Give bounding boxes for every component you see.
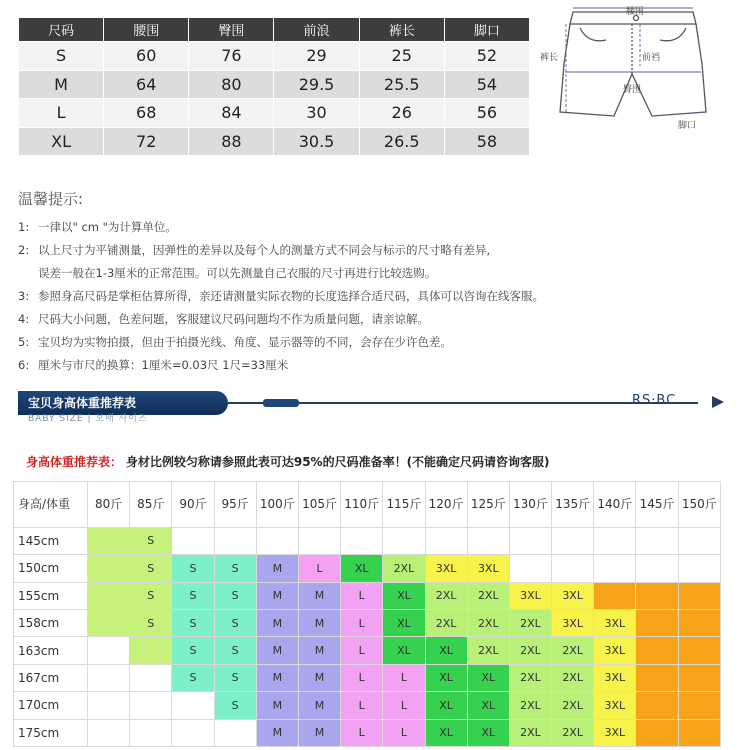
weight-header: 105斤 [298, 482, 340, 528]
size-cell: 76 [189, 42, 274, 71]
height-row [14, 527, 721, 554]
size-recommendation-cell [636, 719, 678, 746]
height-row [14, 692, 721, 719]
size-recommendation-cell: 2XL [467, 609, 509, 636]
size-recommendation-cell [172, 719, 214, 746]
size-recommendation-cell [509, 527, 551, 554]
header-front-rise: 前浪 [274, 18, 359, 42]
size-recommendation-cell [256, 527, 298, 554]
size-recommendation-cell [636, 692, 678, 719]
recommend-heading [26, 453, 550, 470]
label-front-rise: 前裆 [642, 53, 661, 63]
size-cell: XL [19, 127, 104, 156]
size-recommendation-cell: 3XL [467, 555, 509, 582]
size-recommendation-cell [425, 527, 467, 554]
label-hip: 臀围 [623, 85, 642, 95]
size-recommendation-cell [636, 664, 678, 691]
tip-item [18, 354, 738, 377]
height-row [14, 664, 721, 691]
size-table [18, 17, 530, 156]
size-recommendation-cell: XL [425, 692, 467, 719]
label-leg-opening: 脚口 [678, 121, 697, 131]
size-recommendation-cell [636, 527, 678, 554]
size-cell: 29 [274, 42, 359, 71]
size-cell: 26 [359, 99, 444, 128]
size-recommendation-cell: 3XL [509, 582, 551, 609]
size-cell: L [19, 99, 104, 128]
size-cell: 30 [274, 99, 359, 128]
tip-number: 6: [18, 358, 30, 372]
weight-header: 145斤 [636, 482, 678, 528]
size-recommendation-cell: 2XL [552, 719, 594, 746]
size-recommendation-cell: 3XL [594, 664, 636, 691]
size-recommendation-cell [594, 527, 636, 554]
tip-number: 1: [18, 220, 30, 234]
shorts-diagram [536, 4, 741, 134]
size-recommendation-cell [88, 609, 130, 636]
size-recommendation-cell: L [383, 719, 425, 746]
weight-header: 80斤 [88, 482, 130, 528]
tip-item [18, 216, 738, 239]
size-recommendation-cell: S [130, 555, 172, 582]
size-recommendation-cell [130, 637, 172, 664]
size-recommendation-cell [88, 637, 130, 664]
height-label: 155cm [14, 582, 88, 609]
size-recommendation-cell: L [341, 582, 383, 609]
size-cell: 68 [104, 99, 189, 128]
size-recommendation-cell: 3XL [425, 555, 467, 582]
size-recommendation-cell: S [172, 555, 214, 582]
size-recommendation-cell: 2XL [425, 582, 467, 609]
size-recommendation-cell: S [214, 582, 256, 609]
tips-title: 温馨提示: [18, 190, 84, 208]
size-cell: 54 [444, 70, 529, 99]
size-recommendation-cell [509, 555, 551, 582]
header-length: 裤长 [359, 18, 444, 42]
weight-header-row [14, 482, 721, 528]
size-recommendation-cell: XL [467, 664, 509, 691]
size-recommendation-cell [678, 664, 720, 691]
weight-header: 95斤 [214, 482, 256, 528]
size-recommendation-cell: XL [467, 719, 509, 746]
size-recommendation-cell: XL [383, 637, 425, 664]
size-recommendation-cell: M [256, 692, 298, 719]
size-recommendation-cell: L [298, 555, 340, 582]
size-cell: 52 [444, 42, 529, 71]
tip-item [18, 262, 738, 285]
tip-number: 3: [18, 289, 30, 303]
size-recommendation-cell: M [298, 582, 340, 609]
tip-text: 参照身高尺码是掌柜估算所得，亲还请测量实际衣物的长度选择合适尺码，具体可以咨询在线客服。 [38, 289, 544, 303]
size-recommendation-cell [678, 582, 720, 609]
tip-item [18, 308, 738, 331]
size-recommendation-cell: S [130, 582, 172, 609]
weight-header: 110斤 [341, 482, 383, 528]
height-row [14, 637, 721, 664]
size-row [19, 42, 530, 71]
size-recommendation-cell [341, 527, 383, 554]
size-recommendation-cell [88, 527, 130, 554]
height-label: 163cm [14, 637, 88, 664]
size-recommendation-cell: S [172, 637, 214, 664]
size-cell: S [19, 42, 104, 71]
size-recommendation-cell [678, 719, 720, 746]
header-waist: 腰围 [104, 18, 189, 42]
size-cell: 58 [444, 127, 529, 156]
size-recommendation-cell: XL [425, 637, 467, 664]
size-recommendation-cell [678, 609, 720, 636]
size-recommendation-cell: M [298, 637, 340, 664]
size-recommendation-cell: XL [341, 555, 383, 582]
banner-marker [263, 399, 299, 407]
size-row [19, 70, 530, 99]
size-recommendation-cell: 2XL [552, 664, 594, 691]
size-cell: 64 [104, 70, 189, 99]
size-recommendation-cell [594, 582, 636, 609]
size-recommendation-cell: L [341, 692, 383, 719]
size-recommendation-cell: 2XL [425, 609, 467, 636]
size-recommendation-cell [172, 692, 214, 719]
size-cell: 84 [189, 99, 274, 128]
shorts-outline-icon [560, 12, 706, 116]
height-row [14, 719, 721, 746]
size-recommendation-cell: 2XL [552, 637, 594, 664]
size-recommendation-cell: 3XL [594, 637, 636, 664]
size-recommendation-cell [636, 609, 678, 636]
size-recommendation-cell: L [341, 609, 383, 636]
size-recommendation-cell: M [256, 719, 298, 746]
size-recommendation-cell: S [214, 664, 256, 691]
size-recommendation-cell [678, 555, 720, 582]
size-recommendation-cell [552, 555, 594, 582]
height-label: 158cm [14, 609, 88, 636]
tip-text: 尺码大小问题，色差问题，客服建议尺码问题均不作为质量问题，请亲谅解。 [38, 312, 429, 326]
size-recommendation-cell: S [214, 637, 256, 664]
size-recommendation-cell: 2XL [509, 637, 551, 664]
height-label: 175cm [14, 719, 88, 746]
size-recommendation-cell: M [256, 609, 298, 636]
recommend-label: 身高体重推荐表： [26, 455, 123, 469]
size-recommendation-cell: M [298, 719, 340, 746]
size-recommendation-cell [636, 582, 678, 609]
size-recommendation-cell: 3XL [552, 609, 594, 636]
tip-number: 2: [18, 243, 30, 257]
height-label: 145cm [14, 527, 88, 554]
section-banner [18, 385, 730, 425]
size-recommendation-cell [88, 719, 130, 746]
corner-label: 身高/体重 [14, 482, 88, 528]
weight-header: 120斤 [425, 482, 467, 528]
size-recommendation-cell [636, 637, 678, 664]
size-recommendation-cell: S [172, 664, 214, 691]
size-recommendation-cell [214, 527, 256, 554]
size-recommendation-cell: 3XL [552, 582, 594, 609]
size-recommendation-cell: 3XL [594, 692, 636, 719]
size-cell: 29.5 [274, 70, 359, 99]
size-recommendation-cell: 2XL [467, 637, 509, 664]
banner-title: 宝贝身高体重推荐表 [28, 396, 137, 410]
height-row [14, 609, 721, 636]
recommend-note: 身材比例较匀称请参照此表可达95%的尺码准备率！(不能确定尺码请咨询客服) [125, 455, 550, 469]
banner-subtitle: BABY SIZE | 보배 사이즈 [28, 414, 148, 424]
size-recommendation-cell: XL [425, 664, 467, 691]
size-recommendation-cell [298, 527, 340, 554]
size-recommendation-cell [130, 692, 172, 719]
size-recommendation-cell: S [130, 609, 172, 636]
tip-number: 4: [18, 312, 30, 326]
height-row [14, 555, 721, 582]
size-recommendation-cell: L [341, 664, 383, 691]
size-recommendation-cell: S [214, 555, 256, 582]
label-length: 裤长 [540, 53, 559, 63]
size-recommendation-cell: 2XL [509, 664, 551, 691]
size-recommendation-cell: XL [425, 719, 467, 746]
tips-section [18, 188, 738, 377]
size-recommendation-cell [467, 527, 509, 554]
size-cell: 26.5 [359, 127, 444, 156]
size-cell: 25 [359, 42, 444, 71]
size-recommendation-cell: 2XL [467, 582, 509, 609]
size-recommendation-cell: XL [467, 692, 509, 719]
size-row [19, 127, 530, 156]
size-recommendation-cell [88, 664, 130, 691]
size-recommendation-cell [214, 719, 256, 746]
weight-header: 150斤 [678, 482, 720, 528]
weight-header: 85斤 [130, 482, 172, 528]
size-recommendation-cell: XL [383, 582, 425, 609]
weight-header: 130斤 [509, 482, 551, 528]
size-recommendation-cell: 3XL [594, 609, 636, 636]
size-recommendation-cell: M [256, 582, 298, 609]
size-recommendation-cell: L [383, 664, 425, 691]
size-cell: 30.5 [274, 127, 359, 156]
size-row [19, 99, 530, 128]
size-recommendation-cell: 2XL [383, 555, 425, 582]
tip-text: 厘米与市尺的换算：1厘米=0.03尺 1尺=33厘米 [38, 358, 289, 372]
arrow-right-icon [712, 396, 724, 408]
size-recommendation-cell [383, 527, 425, 554]
size-recommendation-cell [88, 582, 130, 609]
size-recommendation-cell: S [214, 609, 256, 636]
size-recommendation-cell: M [256, 555, 298, 582]
size-cell: 25.5 [359, 70, 444, 99]
size-recommendation-cell: M [298, 692, 340, 719]
size-recommendation-cell: S [130, 527, 172, 554]
size-recommendation-cell: L [341, 637, 383, 664]
tip-item [18, 331, 738, 354]
size-recommendation-cell [678, 692, 720, 719]
size-cell: M [19, 70, 104, 99]
size-recommendation-cell: XL [383, 609, 425, 636]
size-recommendation-cell [552, 527, 594, 554]
size-table-header [19, 18, 530, 42]
tip-number: 5: [18, 335, 30, 349]
tip-text: 一律以" cm "为计算单位。 [38, 220, 177, 234]
size-recommendation-cell [636, 555, 678, 582]
header-hip: 臀围 [189, 18, 274, 42]
tip-text: 以上尺寸为平铺测量，因弹性的差异以及每个人的测量方式不同会与标示的尺寸略有差异, [38, 243, 491, 257]
height-label: 167cm [14, 664, 88, 691]
size-recommendation-cell [172, 527, 214, 554]
height-label: 170cm [14, 692, 88, 719]
size-recommendation-cell [88, 692, 130, 719]
size-recommendation-cell: L [341, 719, 383, 746]
size-recommendation-cell: 2XL [509, 609, 551, 636]
size-recommendation-cell: M [256, 637, 298, 664]
weight-header: 90斤 [172, 482, 214, 528]
tip-text: 误差一般在1-3厘米的正常范围。可以先测量自己衣服的尺寸再进行比较选购。 [38, 266, 437, 280]
header-size: 尺码 [19, 18, 104, 42]
size-cell: 80 [189, 70, 274, 99]
size-recommendation-cell: M [256, 664, 298, 691]
size-recommendation-cell [130, 664, 172, 691]
size-recommendation-cell [678, 637, 720, 664]
tip-item [18, 285, 738, 308]
weight-header: 115斤 [383, 482, 425, 528]
weight-header: 100斤 [256, 482, 298, 528]
header-leg-opening: 脚口 [444, 18, 529, 42]
weight-header: 135斤 [552, 482, 594, 528]
height-label: 150cm [14, 555, 88, 582]
banner-brand: RS·BC [632, 393, 677, 408]
tip-item [18, 239, 738, 262]
height-row [14, 582, 721, 609]
size-recommendation-cell: 2XL [552, 692, 594, 719]
size-recommendation-cell: 2XL [509, 692, 551, 719]
size-cell: 60 [104, 42, 189, 71]
size-recommendation-cell: 3XL [594, 719, 636, 746]
size-recommendation-cell: M [298, 609, 340, 636]
size-cell: 56 [444, 99, 529, 128]
size-recommendation-cell [594, 555, 636, 582]
size-recommendation-cell: S [172, 609, 214, 636]
label-waist: 腰围 [626, 7, 645, 17]
tip-text: 宝贝均为实物拍摄，但由于拍摄光线、角度、显示器等的不同，会存在少许色差。 [38, 335, 452, 349]
size-cell: 72 [104, 127, 189, 156]
weight-header: 125斤 [467, 482, 509, 528]
size-recommendation-cell: S [214, 692, 256, 719]
size-recommendation-cell: M [298, 664, 340, 691]
recommend-table [13, 481, 721, 747]
size-recommendation-cell: 2XL [509, 719, 551, 746]
size-recommendation-cell [88, 555, 130, 582]
weight-header: 140斤 [594, 482, 636, 528]
size-recommendation-cell: S [172, 582, 214, 609]
size-recommendation-cell [130, 719, 172, 746]
size-recommendation-cell: L [383, 692, 425, 719]
size-recommendation-cell [678, 527, 720, 554]
size-cell: 88 [189, 127, 274, 156]
